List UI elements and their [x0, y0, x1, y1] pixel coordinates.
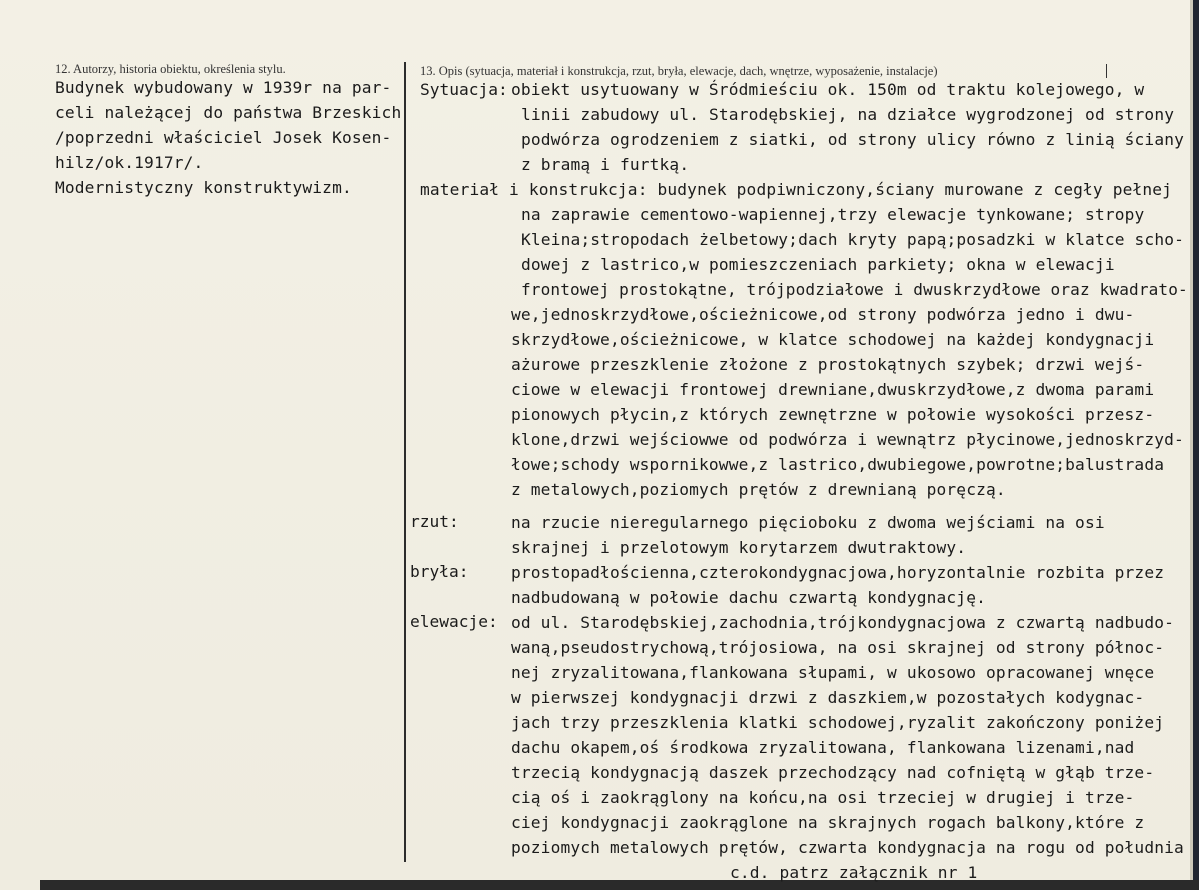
elewacje-line-6: dachu okapem,oś środkowa zryzalitowana, flankowana lizenami,nad	[511, 738, 1135, 757]
section-13-header: 13. Opis (sytuacja, materiał i konstrukcja, rzut, bryła, elewacje, dach, wnętrze, wyposażenie, instalacje)	[420, 64, 938, 78]
sytuacja-line-2: linii zabudowy ul. Starodębskiej, na działce wygrodzonej od strony	[521, 105, 1175, 124]
bottom-border	[40, 880, 1199, 890]
left-line-5: Modernistyczny konstruktywizm.	[55, 178, 352, 197]
material-line-11: łowe;schody wspornikowwe,z lastrico,dwubiegowe,powrotne;balustrada	[511, 455, 1165, 474]
elewacje-label: elewacje:	[410, 612, 498, 631]
sytuacja-line-3: podwórza ogrodzeniem z siatki, od strony ulicy równo z linią ściany	[521, 130, 1185, 149]
left-line-4: hilz/ok.1917r/.	[55, 153, 204, 172]
material-line-9: pionowych płycin,z których zewnętrzne w połowie wysokości przesz-	[511, 405, 1155, 424]
sytuacja-line-4: z bramą i furtką.	[521, 155, 690, 174]
elewacje-line-7: trzecią kondygnacją daszek przechodzący nad cofniętą w głąb trze-	[511, 763, 1155, 782]
elewacje-line-9: ciej kondygnacji zaokrąglone na skrajnych rogach balkony,które z	[511, 813, 1145, 832]
material-line-10: klone,drzwi wejściowwe od podwórza i wewnątrz płycinowe,jednoskrzyd-	[511, 430, 1184, 449]
elewacje-line-1: od ul. Starodębskiej,zachodnia,trójkondygnacjowa z czwartą nadbudo-	[511, 613, 1175, 632]
bryla-line-2: nadbudowaną w połowie dachu czwartą kondygnację.	[511, 588, 986, 607]
rzut-line-2: skrajnej i przelotowym korytarzem dwutraktowy.	[511, 538, 967, 557]
left-line-1: Budynek wybudowany w 1939r na par-	[55, 78, 392, 97]
bryla-line-1: prostopadłościenna,czterokondygnacjowa,horyzontalnie rozbita przez	[511, 563, 1165, 582]
material-line-3: dowej z lastrico,w pomieszczeniach parkiety; okna w elewacji	[521, 255, 1115, 274]
left-line-3: /poprzedni właściciel Josek Kosen-	[55, 128, 392, 147]
elewacje-line-8: cią oś i zaokrąglony na końcu,na osi trzeciej w drugiej i trze-	[511, 788, 1135, 807]
elewacje-line-10: poziomych metalowych prętów, czwarta kondygnacja na rogu od południa	[511, 838, 1184, 857]
scanner-edge	[1193, 0, 1199, 890]
material-line-7: ażurowe przeszklenie złożone z prostokątnych szybek; drzwi wejś-	[511, 355, 1145, 374]
material-line-2: Kleina;stropodach żelbetowy;dach kryty papą;posadzki w klatce scho-	[521, 230, 1185, 249]
elewacje-line-3: nej zryzalitowana,flankowana słupami, w ukosowo opracowanej wnęce	[511, 663, 1155, 682]
sytuacja-line-1: obiekt usytuowany w Śródmieściu ok. 150m od traktu kolejowego, w	[511, 80, 1145, 99]
elewacje-line-2: waną,pseudostrychową,trójosiowa, na osi skrajnej od strony północ-	[511, 638, 1165, 657]
rzut-line-1: na rzucie nieregularnego pięcioboku z dwoma wejściami na osi	[511, 513, 1105, 532]
sytuacja-label: Sytuacja:	[420, 80, 508, 99]
continuation-note: c.d. patrz załącznik nr 1	[730, 863, 978, 882]
material-line-6: skrzydłowe,ościeżnicowe, w klatce schodowej na każdej kondygnacji	[511, 330, 1155, 349]
material-line-first: materiał i konstrukcja: budynek podpiwniczony,ściany murowane z cegły pełnej	[420, 180, 1173, 199]
elewacje-line-4: w pierwszej kondygnacji drzwi z daszkiem,w pozostałych kodygnac-	[511, 688, 1145, 707]
rzut-label: rzut:	[410, 512, 459, 531]
material-line-5: we,jednoskrzydłowe,ościeżnicowe,od strony podwórza jedno i dwu-	[511, 305, 1135, 324]
left-line-2: celi należącej do państwa Brzeskich	[55, 103, 402, 122]
header-bracket-mark	[1106, 64, 1107, 78]
column-divider	[404, 62, 406, 862]
bryla-label: bryła:	[410, 562, 469, 581]
elewacje-line-5: jach trzy przeszklenia klatki schodowej,ryzalit zakończony poniżej	[511, 713, 1165, 732]
section-12-header: 12. Autorzy, historia obiektu, określenia stylu.	[55, 62, 286, 76]
material-line-4: frontowej prostokątne, trójpodziałowe i dwuskrzydłowe oraz kwadrato-	[521, 280, 1188, 299]
material-line-8: ciowe w elewacji frontowej drewniane,dwuskrzydłowe,z dwoma parami	[511, 380, 1155, 399]
material-line-12: z metalowych,poziomych prętów z drewnianą poręczą.	[511, 480, 1006, 499]
material-line-1: na zaprawie cementowo-wapiennej,trzy elewacje tynkowane; stropy	[521, 205, 1145, 224]
